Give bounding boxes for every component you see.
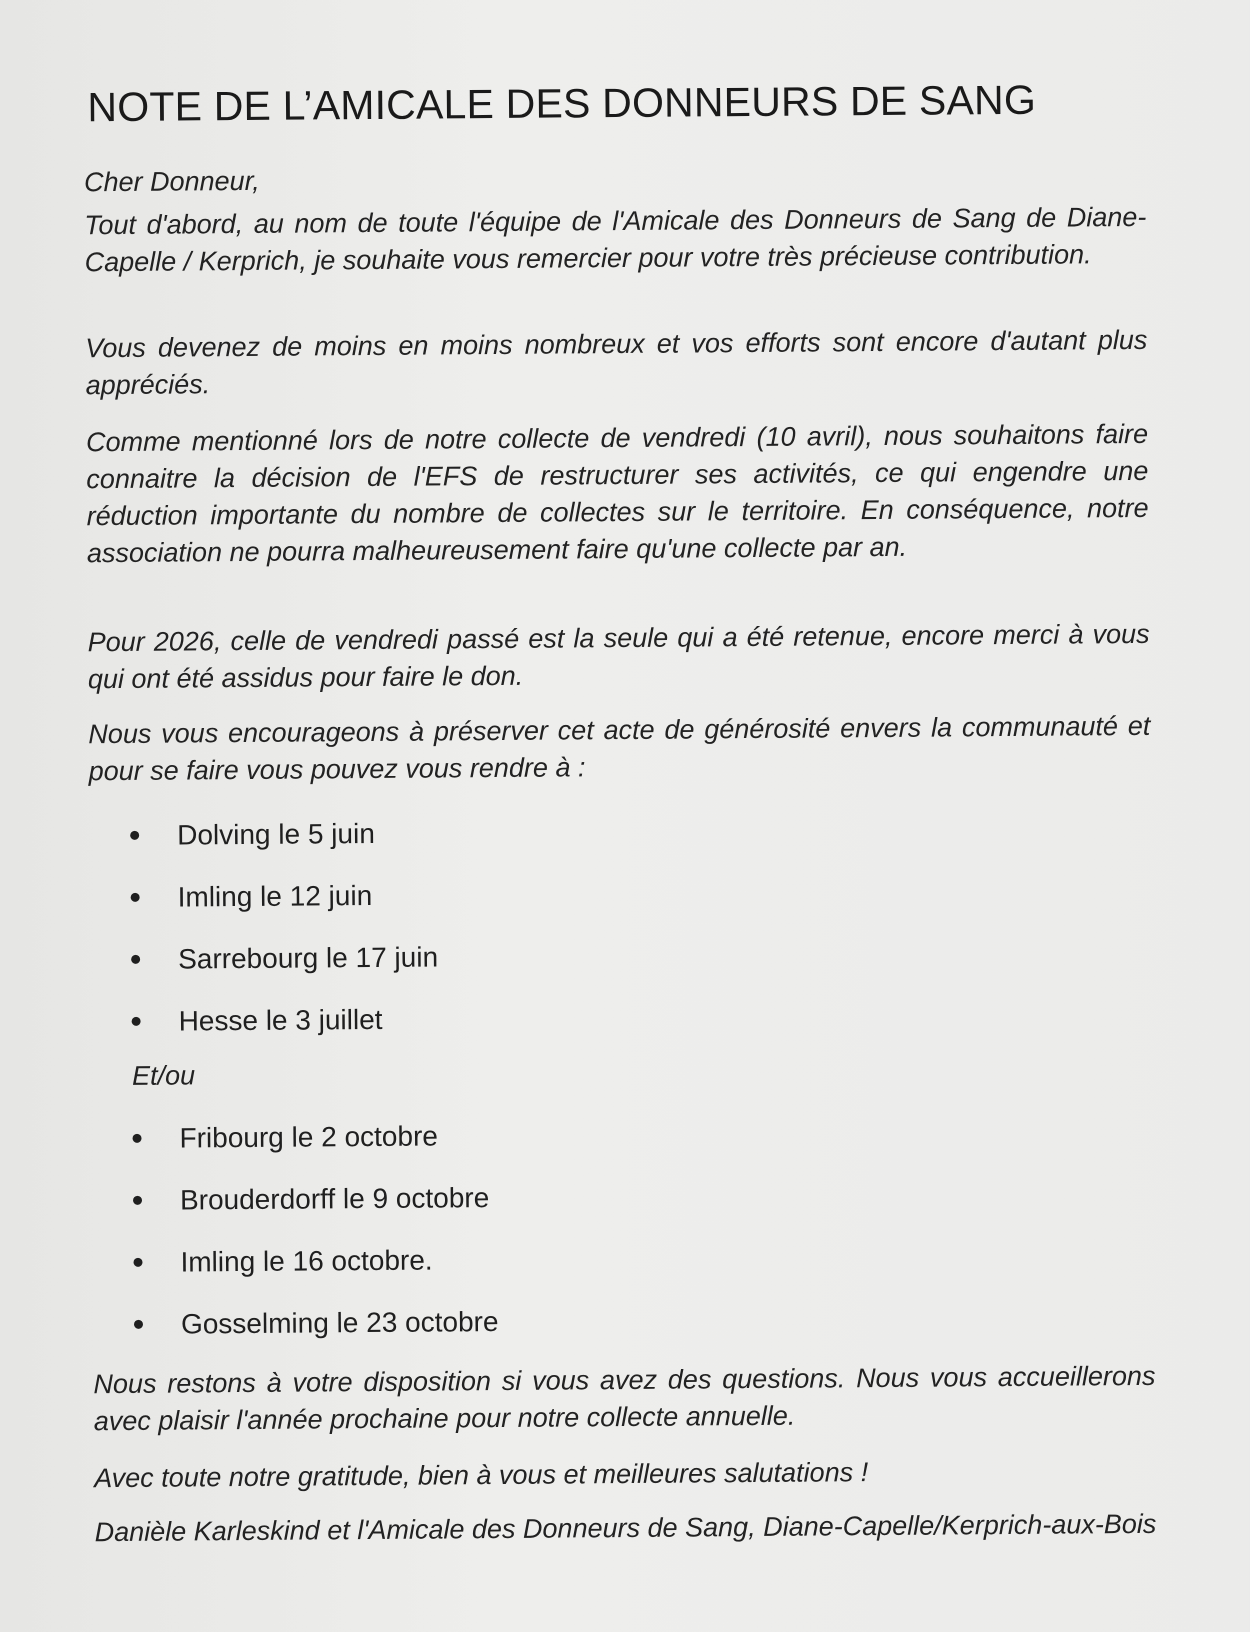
list-item: Fribourg le 2 octobre	[132, 1116, 497, 1181]
paragraph-2026: Pour 2026, celle de vendredi passé est la seule qui a été retenue, encore merci à vous qui ont été assidus pour faire le don.	[87, 618, 1150, 695]
bullet-icon	[130, 831, 139, 840]
list-item: Sarrebourg le 17 juin	[131, 937, 438, 1001]
bullet-icon	[134, 1320, 143, 1329]
letter-title: NOTE DE L’AMICALE DES DONNEURS DE SANG	[87, 76, 1037, 131]
paragraph-salutation: Avec toute notre gratitude, bien à vous et meilleures salutations !	[94, 1457, 869, 1494]
list-item: Imling le 12 juin	[130, 875, 437, 939]
bullet-icon	[131, 955, 140, 964]
list-item: Gosselming le 23 octobre	[134, 1302, 499, 1367]
list-item: Imling le 16 octobre.	[133, 1240, 498, 1305]
bullet-icon	[133, 1258, 142, 1267]
paragraph-fewer-donors: Vous devenez de moins en moins nombreux et vos efforts sont encore d'autant plus appréciés.	[85, 324, 1148, 401]
bullet-icon	[131, 893, 140, 902]
greeting: Cher Donneur,	[83, 165, 260, 198]
connector-text: Et/ou	[131, 1060, 196, 1091]
bullet-icon	[133, 1134, 142, 1143]
bullet-icon	[132, 1017, 141, 1026]
list-item: Dolving le 5 juin	[130, 813, 437, 877]
paragraph-closing: Nous restons à votre disposition si vous avez des questions. Nous vous accueillerons avec plaisir l'année prochaine pour notre collecte annuelle.	[93, 1360, 1156, 1437]
paragraph-encourage: Nous vous encourageons à préserver cet acte de générosité envers la communauté et pour se faire vous pouvez vous rendre à :	[88, 710, 1151, 787]
list-item: Brouderdorff le 9 octobre	[133, 1178, 498, 1243]
list-item: Hesse le 3 juillet	[131, 999, 438, 1063]
bullet-icon	[133, 1196, 142, 1205]
signature: Danièle Karleskind et l'Amicale des Donneurs de Sang, Diane-Capelle/Kerprich-aux-Bois	[94, 1508, 1157, 1548]
paragraph-efs-decision: Comme mentionné lors de notre collecte de vendredi (10 avril), nous souhaitons faire connaitre la décision de l'EFS de restructurer ses activités, ce qui engendre une réduction importante du nombre de collectes sur le territoire. En conséquence, notre association ne pourra malheureusement faire qu'une collecte par an.	[85, 418, 1149, 569]
paragraph-thanks: Tout d'abord, au nom de toute l'équipe de l'Amicale des Donneurs de Sang de Diane-Capelle / Kerprich, je souhaite vous remercier pour votre très précieuse contribution.	[84, 201, 1147, 278]
collection-list-october	[132, 1116, 498, 1367]
collection-list-june-july	[130, 813, 439, 1063]
